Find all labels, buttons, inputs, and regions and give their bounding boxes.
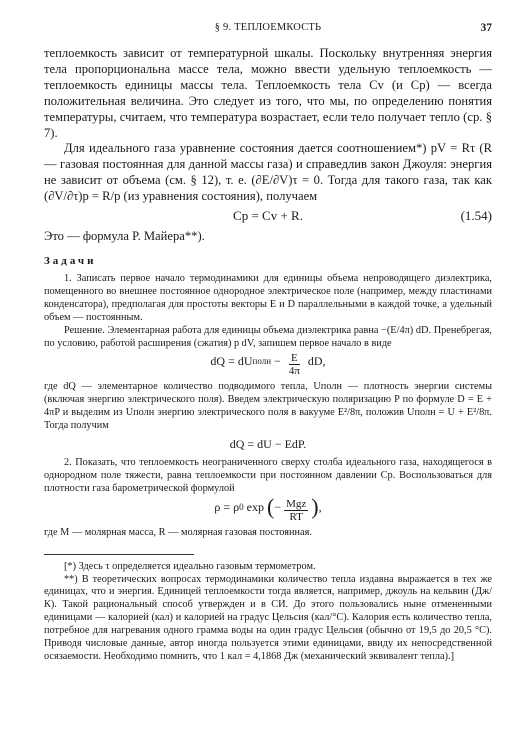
equation-number: (1.54) <box>460 208 492 224</box>
f3-fraction <box>284 498 308 523</box>
f3-minus: − <box>274 499 282 514</box>
running-header <box>44 22 492 38</box>
f2-expr: dQ = dU − EdP. <box>229 437 307 452</box>
left-paren: ( <box>266 493 275 519</box>
formula-barometric <box>44 493 492 523</box>
f1-den: 4π <box>288 365 300 378</box>
f1-num: E <box>290 352 298 365</box>
task-2: 2. Показать, что теплоемкость неограниченного сверху столба идеального газа, находящегося в однородном поле тяжести, равна теплоемкости при постоянном давлении Cp. Воспользоваться для плотности газа барометрической формулой <box>44 457 492 494</box>
paragraph-heat-capacity: теплоемкость зависит от температурной шкалы. Поскольку внутренняя энергия тела пропорциональна массе тела, можно ввести удельную теплоемкость — теплоемкость единицы массы тела. Теплоемкость тела Cv (и Cp) — всегда положительная величина. Это следует из того, что мы, по определению понятия температуры, считаем, что температура возрастает, если тело получает тепло (ср. § 7). <box>44 46 492 140</box>
task-2-after: где M — молярная масса, R — молярная газовая постоянная. <box>44 526 312 538</box>
f3-exp: exp <box>243 499 267 514</box>
f1-minus: − <box>271 354 284 369</box>
paragraph-ideal-gas: Для идеального газа уравнение состояния дается соотношением*) pV = Rτ (R — газовая постоянная для данной массы газа) и справедлив закон Джоуля: энергия не зависит от объема (см. § 12), т. е. (∂E/∂V)τ = 0. Тогда для такого газа, так как (∂V/∂τ)p = R/p (из уравнения состояния), получаем <box>44 141 492 204</box>
tasks-heading: Задачи <box>44 254 97 267</box>
right-paren: ) <box>311 493 319 519</box>
f3-sub: 0 <box>239 501 244 512</box>
formula-mayer-expr: Cp = Cv + R. <box>233 208 303 224</box>
formula-dq <box>44 435 492 453</box>
page-number: 37 <box>480 22 492 34</box>
f1-left: dQ = dU <box>210 354 253 369</box>
f1-fraction <box>287 352 302 377</box>
footnote-2: **) В теоретических вопросах термодинамики количество тепла издавна выражается в тех же единицах, что и энергия. Единицей теплоемкости тогда является, например, джоуль на кельвин (Дж/К). Такой рациональный способ утвержден и в СИ. До этого пользовались ныне отмененными единицами — калорией (кал) и калорией на градус Цельсия (кал/°С). Калория есть количество тепла, потребное для нагревания одного грамма воды на один градус Цельсия (обычно от 19,5 до 20,5 °С). Приводя числовые данные, автор иногда пользуется этими единицами, ввиду их непосредственной осязаемости. Необходимо помнить, что 1 кал = 4,1868 Дж (механический эквивалент тепла).] <box>44 573 492 662</box>
f1-sub: полн <box>252 356 272 367</box>
f3-num: Mgz <box>286 497 307 510</box>
f3-den: RT <box>289 510 303 523</box>
formula-mayer <box>44 207 492 225</box>
section-title: § 9. ТЕПЛОЕМКОСТЬ <box>214 22 322 33</box>
task-1-solution: Решение. Элементарная работа для единицы объема диэлектрика равна −(E/4π) dD. Пренебрегая, по условию, работой расширения (сжатия) p dV, запишем первое начало в виде <box>44 324 492 349</box>
footnote-1: [*) Здесь τ определяется идеально газовым термометром. <box>64 560 316 572</box>
f3-left: ρ = ρ <box>214 499 240 514</box>
footnote-divider <box>44 554 194 555</box>
page-body <box>44 46 492 664</box>
task-1: 1. Записать первое начало термодинамики для единицы объема непроводящего диэлектрика, помещенного во внешнее постоянное однородное электрическое поле (например, между пластинами конденсатора), предполагая для простоты векторы E и D параллельными в каждой точке, а удельный объем — постоянным. <box>44 272 492 323</box>
task-1-after: где dQ — элементарное количество подводимого тепла, Uполн — плотность энергии системы (включая энергию электрического поля). Введем электрическую поляризацию P по формуле D = E + 4πP и выделим из Uполн энергию электрического поля в вакууме E²/8π, положив Uполн = U + E²/8π. Тогда получим <box>44 381 492 432</box>
mayer-line: Это — формула Р. Майера**). <box>44 229 205 244</box>
f3-end: , <box>318 499 322 514</box>
f1-right: dD, <box>304 354 326 369</box>
formula-first-law-dielectric <box>44 352 492 377</box>
